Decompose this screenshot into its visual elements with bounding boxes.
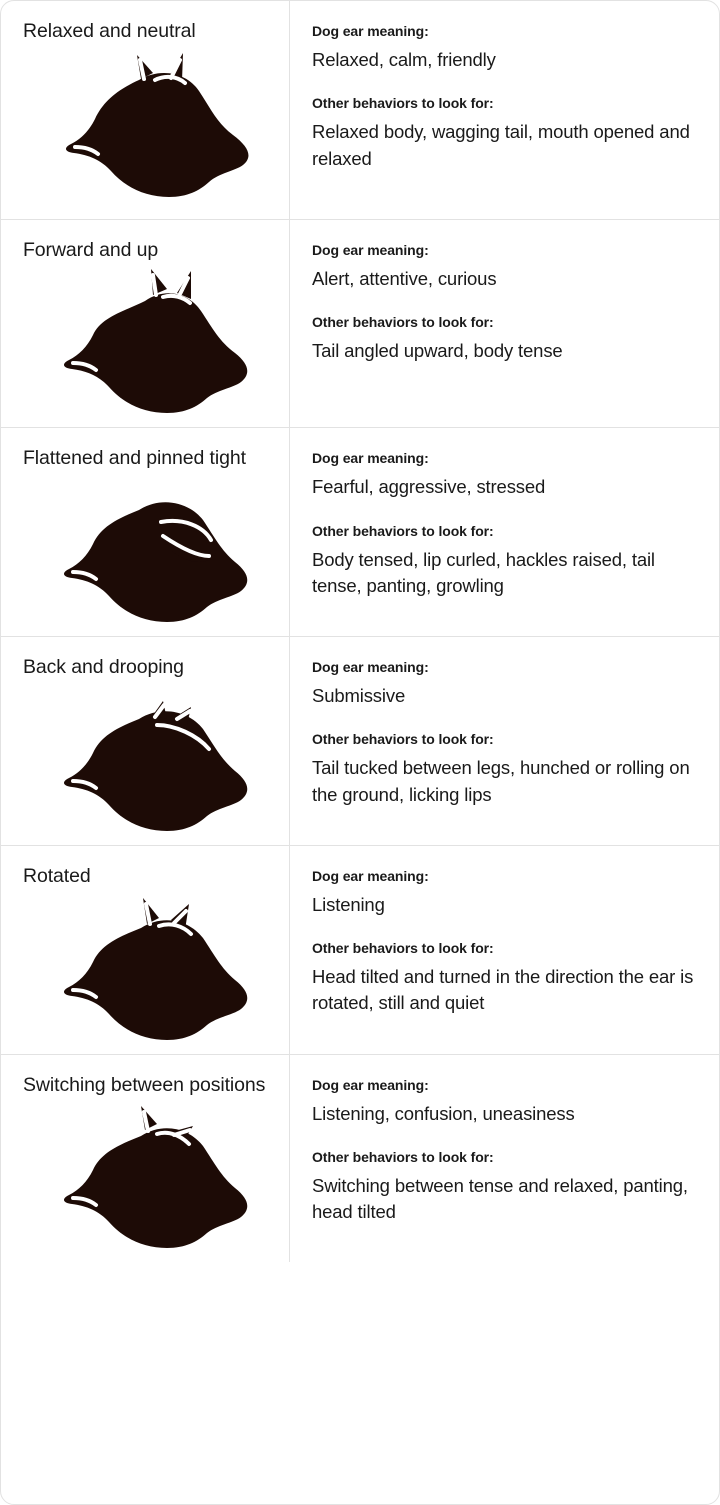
- dog-head-ears-back-drooping-icon: [23, 681, 273, 835]
- meaning-label: Dog ear meaning:: [312, 659, 429, 676]
- table-row: [1, 1, 719, 220]
- row-illustration-cell: [1, 1055, 290, 1263]
- behaviors-label: Other behaviors to look for:: [312, 731, 494, 748]
- row-detail-cell: [290, 846, 719, 1054]
- table-row: [1, 220, 719, 429]
- row-illustration-cell: [1, 637, 290, 845]
- meaning-text: Alert, attentive, curious: [312, 267, 497, 289]
- meaning-text: Submissive: [312, 685, 406, 707]
- table-row: [1, 428, 719, 637]
- row-detail-cell: [290, 637, 719, 845]
- behaviors-text: Head tilted and turned in the direction the ear is rotated, still and quiet: [312, 966, 694, 1014]
- row-illustration-cell: [1, 846, 290, 1054]
- table-row: [1, 846, 719, 1055]
- row-title: Relaxed and neutral: [23, 20, 196, 42]
- dog-head-ears-forward-up-icon: [23, 263, 273, 417]
- behaviors-text: Body tensed, lip curled, hackles raised, tail tense, panting, growling: [312, 548, 655, 596]
- row-detail-cell: [290, 1055, 719, 1263]
- meaning-label: Dog ear meaning:: [312, 1076, 429, 1093]
- behaviors-text: Tail angled upward, body tense: [312, 340, 563, 361]
- meaning-text: Fearful, aggressive, stressed: [312, 476, 546, 498]
- behaviors-label: Other behaviors to look for:: [312, 95, 494, 112]
- meaning-text: Listening: [312, 893, 385, 915]
- row-detail-cell: [290, 1, 719, 219]
- dog-head-ears-flattened-pinned-icon: [23, 472, 273, 626]
- table-row: [1, 1055, 719, 1263]
- behaviors-label: Other behaviors to look for:: [312, 522, 494, 539]
- meaning-label: Dog ear meaning:: [312, 867, 429, 884]
- row-title: Back and drooping: [23, 656, 184, 679]
- row-title: Flattened and pinned tight: [23, 447, 246, 470]
- meaning-label: Dog ear meaning:: [312, 450, 429, 467]
- behaviors-label: Other behaviors to look for:: [312, 1148, 494, 1165]
- meaning-text: Listening, confusion, uneasiness: [312, 1102, 575, 1124]
- meaning-label: Dog ear meaning:: [312, 241, 429, 258]
- behaviors-text: Tail tucked between legs, hunched or rolling on the ground, licking lips: [312, 757, 690, 805]
- behaviors-label: Other behaviors to look for:: [312, 314, 494, 330]
- row-title: Rotated: [23, 864, 91, 887]
- row-illustration-cell: [1, 220, 290, 428]
- meaning-label: Dog ear meaning:: [312, 23, 429, 39]
- dog-head-ears-rotated-icon: [23, 890, 273, 1044]
- row-title: Forward and up: [23, 238, 159, 261]
- table-row: [1, 637, 719, 846]
- row-detail-cell: [290, 220, 719, 428]
- meaning-text: Relaxed, calm, friendly: [312, 49, 496, 70]
- row-illustration-cell: [1, 428, 290, 636]
- behaviors-label: Other behaviors to look for:: [312, 940, 494, 957]
- dog-head-ears-switching-icon: [23, 1098, 273, 1252]
- behaviors-text: Relaxed body, wagging tail, mouth opened and relaxed: [312, 121, 690, 169]
- behaviors-text: Switching between tense and relaxed, panting, head tilted: [312, 1174, 688, 1223]
- row-title: Switching between positions: [23, 1073, 266, 1096]
- row-illustration-cell: [1, 1, 290, 219]
- dog-head-relaxed-neutral-icon: [23, 45, 273, 209]
- row-detail-cell: [290, 428, 719, 636]
